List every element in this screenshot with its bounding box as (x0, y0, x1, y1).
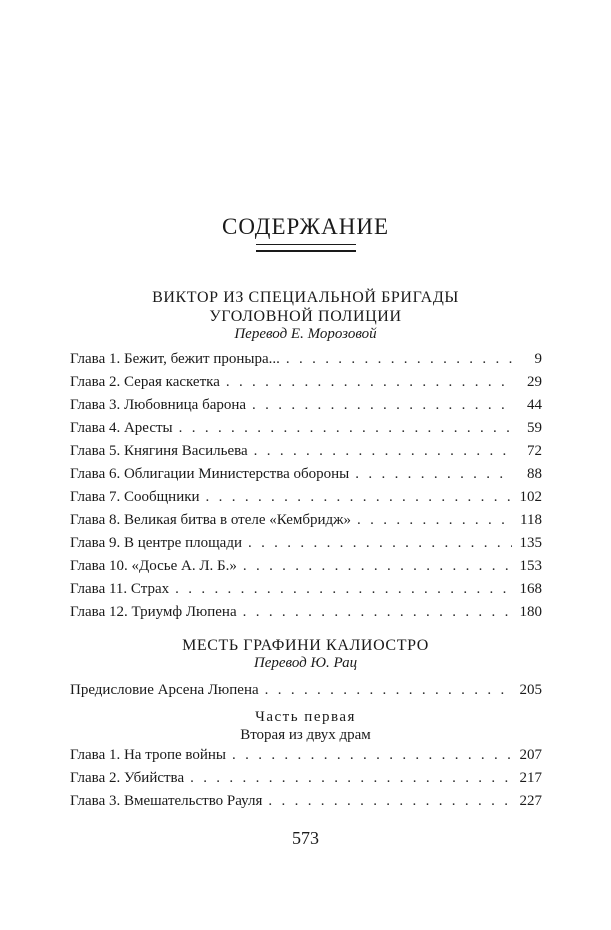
toc-entry-label: Глава 11. Страх (70, 581, 170, 597)
toc-entry (70, 581, 542, 601)
dot-leader (268, 793, 512, 810)
toc-entry (70, 443, 542, 463)
toc-entry-label: Глава 1. На тропе войны (70, 747, 227, 763)
part-subtitle: Вторая из двух драм (240, 727, 371, 743)
dot-leader (243, 604, 512, 621)
toc-entry-page: 59 (527, 420, 542, 436)
dot-leader (232, 747, 512, 764)
toc-entry-label: Глава 2. Серая каскетка (70, 374, 220, 390)
toc-entry (70, 397, 542, 417)
section1-title-line1: ВИКТОР ИЗ СПЕЦИАЛЬНОЙ БРИГАДЫ (152, 289, 459, 306)
dot-leader (206, 489, 512, 506)
page-title: СОДЕРЖАНИЕ (221, 214, 389, 239)
toc-entry (70, 747, 542, 767)
dot-leader (254, 443, 512, 460)
toc-entry-page: 168 (519, 581, 542, 597)
toc-entry-label: Глава 7. Сообщники (70, 489, 200, 505)
toc-entry-page: 44 (527, 397, 542, 413)
toc-entry (70, 420, 542, 440)
dot-leader (226, 374, 512, 391)
title-double-rule (256, 244, 356, 252)
toc-entry-page: 180 (519, 604, 542, 620)
toc-entry-page: 29 (527, 374, 542, 390)
section2-translator: Перевод Ю. Рац (253, 655, 358, 671)
toc-entry-label: Глава 3. Вмешательство Рауля (70, 793, 263, 809)
toc-entry-label: Глава 8. Великая битва в отеле «Кембридж» (70, 512, 352, 528)
toc-entry-preface (70, 682, 542, 702)
toc-entry-label: Глава 9. В центре площади (70, 535, 242, 551)
part-title: Часть первая (255, 709, 356, 725)
toc-entry-label: Предисловие Арсена Люпена (70, 682, 259, 698)
toc-entry-page: 118 (520, 512, 542, 528)
section1-translator: Перевод Е. Морозовой (234, 326, 377, 342)
dot-leader (248, 535, 512, 552)
toc-entry-page: 88 (527, 466, 542, 482)
toc-entry-page: 227 (519, 793, 542, 809)
dot-leader (243, 558, 512, 575)
toc-entry-page: 217 (519, 770, 542, 786)
toc-entry (70, 558, 542, 578)
toc-entry (70, 604, 542, 624)
toc-entry-label: Глава 5. Княгиня Васильева (70, 443, 248, 459)
toc-entry-page: 102 (519, 489, 542, 505)
toc-entry (70, 374, 542, 394)
toc-entry-page: 207 (519, 747, 542, 763)
toc-entry-page: 135 (519, 535, 542, 551)
dot-leader (355, 466, 512, 483)
toc-entry-label: Глава 3. Любовница барона (70, 397, 247, 413)
toc-entry (70, 512, 542, 532)
toc-entry (70, 793, 542, 813)
toc-entry-page: 205 (519, 682, 542, 698)
dot-leader (175, 581, 512, 598)
toc-entry (70, 535, 542, 555)
toc-entry (70, 489, 542, 509)
toc-entry-label: Глава 10. «Досье А. Л. Б.» (70, 558, 237, 574)
toc-entry-page: 153 (519, 558, 542, 574)
dot-leader (265, 682, 512, 699)
toc-entry-label: Глава 2. Убийства (70, 770, 185, 786)
toc-entry-label: Глава 4. Аресты (70, 420, 173, 436)
toc-entry-page: 9 (534, 351, 542, 367)
toc-entry-label: Глава 12. Триумф Люпена (70, 604, 237, 620)
toc-entry-page: 72 (527, 443, 542, 459)
toc-entry (70, 770, 542, 790)
dot-leader (179, 420, 512, 437)
toc-entry (70, 466, 542, 486)
page-number: 573 (292, 828, 319, 848)
dot-leader (357, 512, 512, 529)
section1-title-line2: УГОЛОВНОЙ ПОЛИЦИИ (209, 308, 402, 325)
dot-leader (190, 770, 512, 787)
section2-title: МЕСТЬ ГРАФИНИ КАЛИОСТРО (182, 637, 429, 654)
dot-leader (252, 397, 512, 414)
toc-entry-label: Глава 6. Облигации Министерства обороны (70, 466, 350, 482)
toc-entry-label: Глава 1. Бежит, бежит пронырa... (70, 351, 280, 367)
dot-leader (286, 351, 512, 368)
toc-entry (70, 351, 542, 371)
